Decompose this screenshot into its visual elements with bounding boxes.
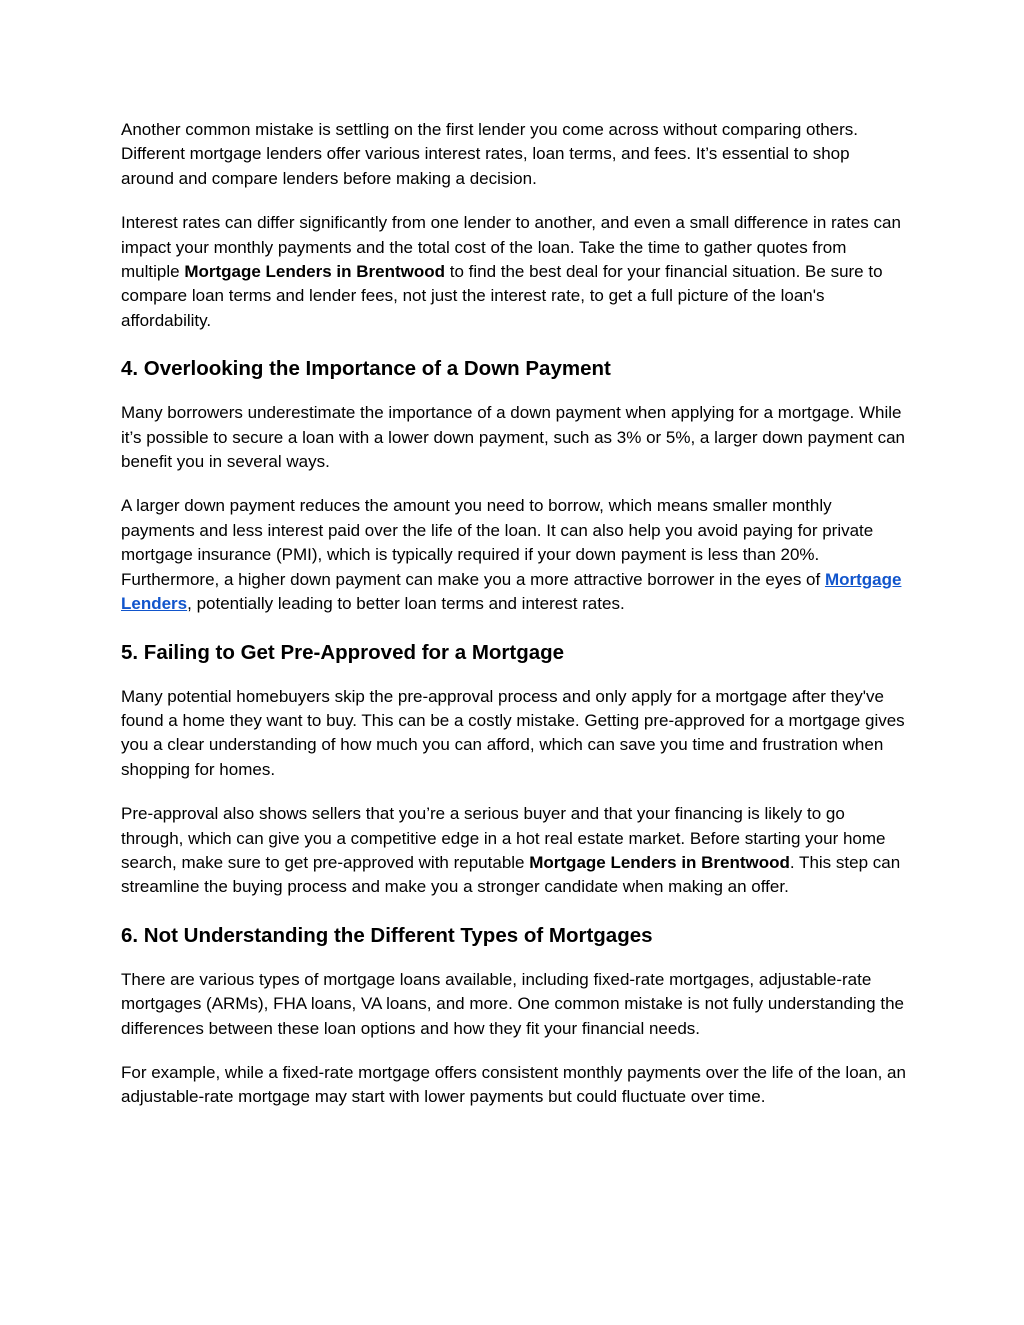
section-5-p2-text-b: . This step can streamline the buying process and make you a stronger candidate when making an offer. bbox=[121, 852, 901, 897]
section-5-p2-bold-keyword: Mortgage Lenders in Brentwood bbox=[529, 852, 790, 872]
section-6-paragraph-1: There are various types of mortgage loans available, including fixed-rate mortgages, adjustable-rate mortgages (ARMs), FHA loans, VA loans, and more. One common mistake is not fully understanding the differences between these loan options and how they fit your financial needs. bbox=[121, 969, 904, 1038]
section-4-p2-text-a: A larger down payment reduces the amount you need to borrow, which means smaller monthly payments and less interest paid over the life of the loan. It can also help you avoid paying for private mortgage insurance (PMI), which is typically required if your down payment is less than 20%. Furthermore, a higher down payment can make you a more attractive borrower in the eyes of bbox=[121, 496, 874, 589]
section-5-heading: 5. Failing to Get Pre-Approved for a Mortgage bbox=[121, 640, 565, 664]
section-4-paragraph-1: Many borrowers underestimate the importance of a down payment when applying for a mortgage. While it’s possible to secure a loan with a lower down payment, such as 3% or 5%, a larger down payment can benefit you in several ways. bbox=[121, 403, 905, 472]
section-6-heading: 6. Not Understanding the Different Types of Mortgages bbox=[121, 923, 653, 947]
document-page bbox=[121, 118, 906, 1110]
intro-p2-text-b: to find the best deal for your financial situation. Be sure to compare loan terms and lender fees, not just the interest rate, to get a full picture of the loan's affordability. bbox=[121, 262, 883, 330]
intro-p2-text-a: Interest rates can differ significantly from one lender to another, and even a small difference in rates can impact your monthly payments and the total cost of the loan. Take the time to gather quotes from multiple bbox=[121, 213, 901, 282]
intro-p2-bold-keyword: Mortgage Lenders in Brentwood bbox=[184, 262, 445, 282]
section-6-paragraph-2: For example, while a fixed-rate mortgage offers consistent monthly payments over the life of the loan, an adjustable-rate mortgage may start with lower payments but could fluctuate over time. bbox=[121, 1062, 906, 1107]
intro-paragraph-2 bbox=[121, 211, 906, 333]
section-4-p2-text-b: , potentially leading to better loan terms and interest rates. bbox=[187, 594, 625, 614]
section-5-paragraph-1: Many potential homebuyers skip the pre-approval process and only apply for a mortgage after they've found a home they want to buy. This can be a costly mistake. Getting pre-approved for a mortgage gives you a clear understanding of how much you can afford, which can save you time and frustration when shopping for homes. bbox=[121, 686, 905, 779]
section-5-p2-text-a: Pre-approval also shows sellers that you’re a serious buyer and that your financing is likely to go through, which can give you a competitive edge in a hot real estate market. Before starting your home search, make sure to get pre-approved with reputable bbox=[121, 804, 886, 872]
section-5-paragraph-2 bbox=[121, 802, 906, 900]
intro-paragraph-1: Another common mistake is settling on the first lender you come across without comparing others. Different mortgage lenders offer various interest rates, loan terms, and fees. It’s essential to shop around and compare lenders before making a decision. bbox=[121, 120, 859, 188]
mortgage-lenders-link[interactable]: Mortgage Lenders bbox=[121, 569, 902, 614]
section-4-paragraph-2 bbox=[121, 494, 906, 616]
section-4-heading: 4. Overlooking the Importance of a Down Payment bbox=[121, 357, 611, 381]
